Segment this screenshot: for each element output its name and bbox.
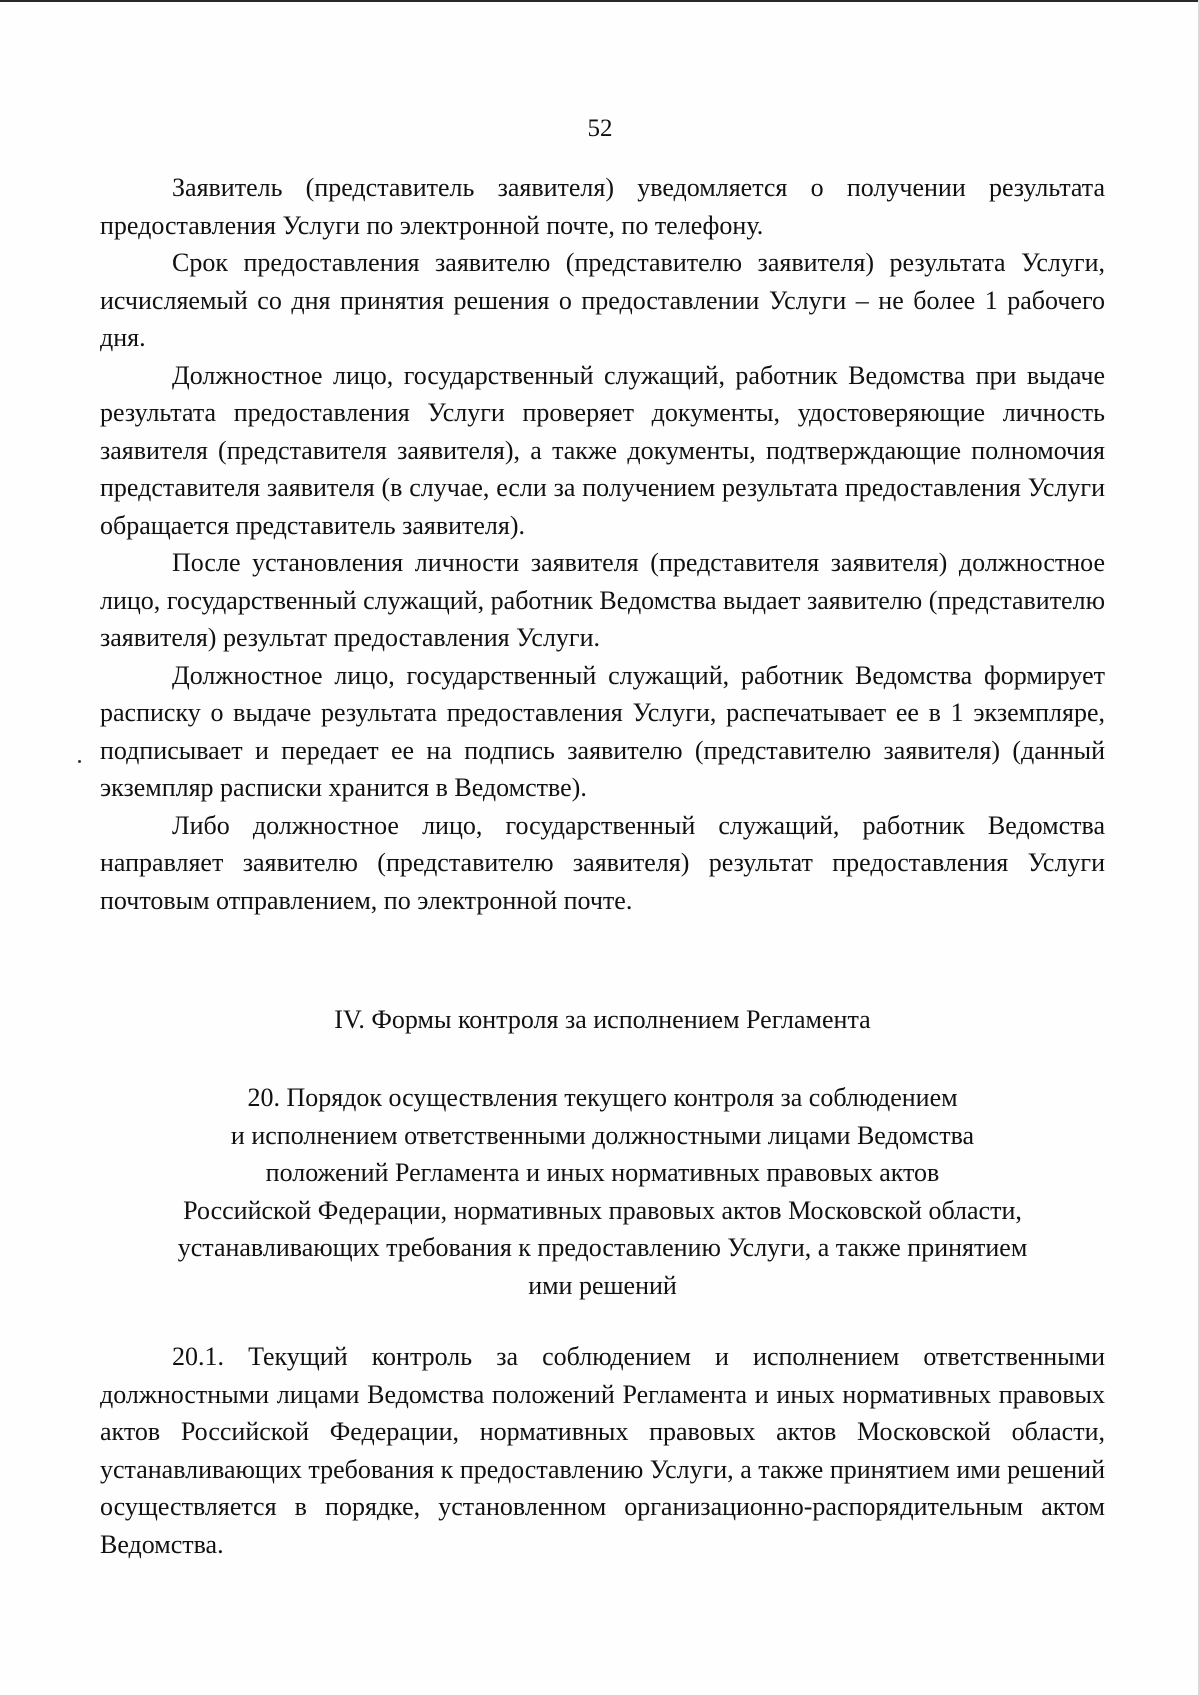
paragraph-issuance: После установления личности заявителя (представителя заявителя) должностное лицо, государственный служащий, работник Ведомства выдает заявителю (представителю заявителя) результат предоставления Услуги. <box>100 548 1105 652</box>
paragraph-postal-delivery: Либо должностное лицо, государственный служащий, работник Ведомства направляет заявителю (представителю заявителя) результат предоставления Услуги почтовым отправлением, по электронной почте. <box>100 810 1105 915</box>
clause-text <box>100 1338 1105 1563</box>
subsection-title-line: положений Регламента и иных нормативных правовых актов <box>265 1158 940 1187</box>
margin-mark <box>78 760 81 763</box>
section-title: IV. Формы контроля за исполнением Регламента <box>334 1005 871 1034</box>
clause-20-1: 20.1. Текущий контроль за соблюдением и исполнением ответственными должностными лицами Ведомства положений Регламента и иных нормативных правовых актов Российской Федерации, нормативных правовых актов Московской области, устанавливающих требования к предоставлению Услуги, а также принятием ими решений осуществляется в порядке, установленном организационно-распорядительным актом Ведомства. <box>100 1342 1105 1559</box>
subsection-title-line: Российской Федерации, нормативных правовых актов Московской области, <box>183 1195 1022 1225</box>
paragraph-notification: Заявитель (представитель заявителя) уведомляется о получении результата предоставления Услуги по электронной почте, по телефону. <box>100 173 1105 240</box>
scan-edge-top <box>0 0 1200 2</box>
subsection-title-line: и исполнением ответственными должностными лицами Ведомства <box>230 1120 975 1150</box>
page-number: 52 <box>587 115 613 142</box>
body-text <box>100 169 1105 919</box>
subsection-title <box>120 1079 1085 1304</box>
subsection-title-line: 20. Порядок осуществления текущего контроля за соблюдением <box>247 1083 958 1112</box>
paragraph-deadline: Срок предоставления заявителю (представителю заявителя) результата Услуги, исчисляемый со дня принятия решения о предоставлении Услуги – не более 1 рабочего дня. <box>100 248 1105 352</box>
subsection-title-line: устанавливающих требования к предоставлению Услуги, а также принятием <box>177 1233 1028 1262</box>
paragraph-receipt: Должностное лицо, государственный служащий, работник Ведомства формирует расписку о выдаче результата предоставления Услуги, распечатывает ее в 1 экземпляре, подписывает и передает ее на подпись заявителю (представителю заявителя) (данный экземпляр расписки хранится в Ведомстве). <box>100 660 1105 802</box>
subsection-title-line: ими решений <box>528 1270 677 1300</box>
paragraph-identity-check: Должностное лицо, государственный служащий, работник Ведомства при выдаче результата предоставления Услуги проверяет документы, удостоверяющие личность заявителя (представителя заявителя), а также документы, подтверждающие полномочия представителя заявителя (в случае, если за получением результата предоставления Услуги обращается представитель заявителя). <box>100 360 1105 540</box>
